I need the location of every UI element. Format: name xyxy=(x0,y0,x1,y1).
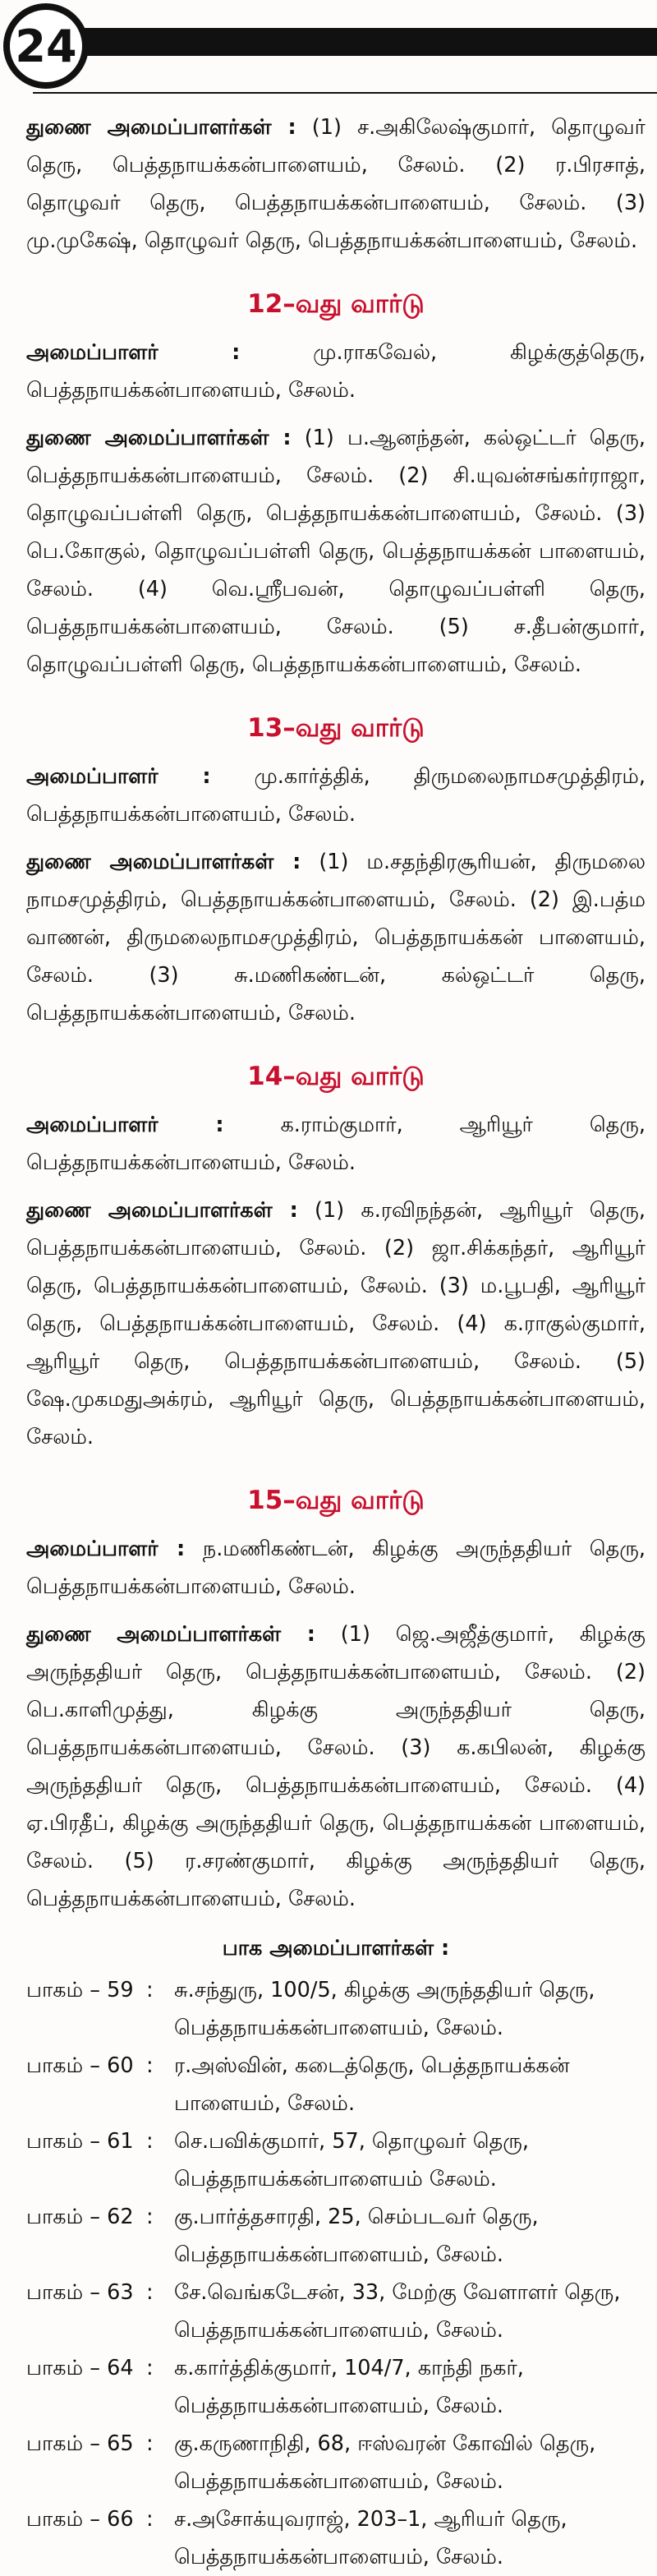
assistants-label: துணை அமைப்பாளர்கள் : xyxy=(26,426,292,450)
booth-organizer: ச.அசோக்யுவராஜ், 203–1, ஆரியர் தெரு, பெத்தநாயக்கன்பாளையம், சேலம். xyxy=(174,2507,567,2569)
page-number-badge: 24 xyxy=(3,3,89,89)
organizer-label: அமைப்பாளர் : xyxy=(26,1113,224,1137)
booth-separator: : xyxy=(146,2205,154,2229)
assistants-paragraph xyxy=(26,843,646,1032)
organizer-text: மு.ராகவேல், கிழக்குத்தெரு, பெத்தநாயக்கன்பாளையம், சேலம். xyxy=(26,340,646,403)
booth-row xyxy=(26,2122,646,2198)
booth-list xyxy=(26,1971,646,2576)
ward-section xyxy=(26,1484,646,1918)
assistants-text: (1) ப.ஆனந்தன், கல்ஒட்டர் தெரு, பெத்தநாயக்கன்பாளையம், சேலம். (2) சி.யுவன்சங்கர்ராஜா, தொழுவப்பள்ளி தெரு, பெத்தநாயக்கன்பாளையம், சேலம். (3) பெ.கோகுல், தொழுவப்பள்ளி தெரு, பெத்தநாயக்கன் பாளையம், சேலம். (4) வெ.ஸ்ரீபவன், தொழுவப்பள்ளி தெரு, பெத்தநாயக்கன்பாளையம், சேலம். (5) ச.தீபன்குமார், தொழுவப்பள்ளி தெரு, பெத்தநாயக்கன்பாளையம், சேலம். xyxy=(26,426,646,677)
booth-row xyxy=(26,2425,646,2500)
assistants-paragraph xyxy=(26,1615,646,1918)
booth-number: பாகம் – 59 xyxy=(26,1978,134,2002)
booth-row xyxy=(26,2274,646,2349)
booth-number: பாகம் – 61 xyxy=(26,2129,134,2154)
assistants-paragraph xyxy=(26,1191,646,1456)
organizer-label: அமைப்பாளர் : xyxy=(26,1537,186,1561)
assistants-text: (1) க.ரவிநந்தன், ஆரியூர் தெரு, பெத்தநாயக்கன்பாளையம், சேலம். (2) ஜா.சிக்கந்தர், ஆரியூர் தெரு, பெத்தநாயக்கன்பாளையம், சேலம். (3) ம.பூபதி, ஆரியூர் தெரு, பெத்தநாயக்கன்பாளையம், சேலம். (4) க.ராகுல்குமார், ஆரியூர் தெரு, பெத்தநாயக்கன்பாளையம், சேலம். (5) ஷே.முகமதுஅக்ரம், ஆரியூர் தெரு, பெத்தநாயக்கன்பாளையம், சேலம். xyxy=(26,1198,646,1449)
assistants-label: துணை அமைப்பாளர்கள் : xyxy=(26,850,301,874)
organizer-label: அமைப்பாளர் : xyxy=(26,764,211,789)
organizer-label: அமைப்பாளர் : xyxy=(26,340,241,365)
booth-number: பாகம் – 66 xyxy=(26,2507,134,2532)
booth-organizers-heading: பாக அமைப்பாளர்கள் : xyxy=(222,1936,450,1961)
booth-number: பாகம் – 62 xyxy=(26,2205,134,2229)
booth-number: பாகம் – 63 xyxy=(26,2280,134,2305)
header-bar xyxy=(33,28,657,56)
booth-organizer: சு.சந்துரு, 100/5, கிழக்கு அருந்ததியர் தெரு, பெத்தநாயக்கன்பாளையம், சேலம். xyxy=(174,1978,595,2040)
organizer-text: ந.மணிகண்டன், கிழக்கு அருந்ததியர் தெரு, பெத்தநாயக்கன்பாளையம், சேலம். xyxy=(26,1537,646,1599)
intro-paragraph xyxy=(26,108,646,260)
ward-heading: 15–வது வார்டு xyxy=(247,1486,425,1515)
booth-separator: : xyxy=(146,2280,154,2305)
organizer-text: மு.கார்த்திக், திருமலைநாமசமுத்திரம், பெத்தநாயக்கன்பாளையம், சேலம். xyxy=(26,764,646,827)
intro-text: (1) ச.அகிலேஷ்குமார், தொழுவர் தெரு, பெத்தநாயக்கன்பாளையம், சேலம். (2) ர.பிரசாத், தொழுவர் தெரு, பெத்தநாயக்கன்பாளையம், சேலம். (3) மு.முகேஷ், தொழுவர் தெரு, பெத்தநாயக்கன்பாளையம், சேலம். xyxy=(26,115,646,253)
organizer-paragraph xyxy=(26,1106,646,1182)
organizer-paragraph xyxy=(26,758,646,833)
booth-separator: : xyxy=(146,2356,154,2380)
booth-separator: : xyxy=(146,2507,154,2532)
booth-row xyxy=(26,2047,646,2122)
booth-organizer: செ.பவிக்குமார், 57, தொழுவர் தெரு, பெத்தநாயக்கன்பாளையம் சேலம். xyxy=(174,2129,529,2191)
page-header xyxy=(0,0,657,99)
booth-organizer: சே.வெங்கடேசன், 33, மேற்கு வேளாளர் தெரு, பெத்தநாயக்கன்பாளையம், சேலம். xyxy=(174,2280,621,2343)
booth-number: பாகம் – 65 xyxy=(26,2431,134,2456)
booth-row xyxy=(26,1971,646,2047)
ward-section xyxy=(26,1060,646,1456)
assistants-text: (1) ம.சதந்திரசூரியன், திருமலை நாமசமுத்திரம், பெத்தநாயக்கன்பாளையம், சேலம். (2) இ.பத்ம வாணன், திருமலைநாமசமுத்திரம், பெத்தநாயக்கன் பாளையம், சேலம். (3) சு.மணிகண்டன், கல்ஒட்டர் தெரு, பெத்தநாயக்கன்பாளையம், சேலம். xyxy=(26,850,646,1025)
organizer-paragraph xyxy=(26,1530,646,1606)
booth-number: பாகம் – 60 xyxy=(26,2053,134,2078)
booth-row xyxy=(26,2500,646,2576)
ward-heading: 12–வது வார்டு xyxy=(247,289,425,319)
intro-label: துணை அமைப்பாளர்கள் : xyxy=(26,115,296,140)
assistants-text: (1) ஜெ.அஜீத்குமார், கிழக்கு அருந்ததியர் தெரு, பெத்தநாயக்கன்பாளையம், சேலம். (2) பெ.காளிமுத்து, கிழக்கு அருந்ததியர் தெரு, பெத்தநாயக்கன்பாளையம், சேலம். (3) க.கபிலன், கிழக்கு அருந்ததியர் தெரு, பெத்தநாயக்கன்பாளையம், சேலம். (4) ஏ.பிரதீப், கிழக்கு அருந்ததியர் தெரு, பெத்தநாயக்கன் பாளையம், சேலம். (5) ர.சரண்குமார், கிழக்கு அருந்ததியர் தெரு, பெத்தநாயக்கன்பாளையம், சேலம். xyxy=(26,1622,646,1911)
booth-row xyxy=(26,2349,646,2425)
booth-organizer: ர.அஸ்வின், கடைத்தெரு, பெத்தநாயக்கன் பாளையம், சேலம். xyxy=(174,2053,570,2116)
assistants-paragraph xyxy=(26,419,646,684)
ward-heading: 13–வது வார்டு xyxy=(247,713,425,743)
assistants-label: துணை அமைப்பாளர்கள் : xyxy=(26,1198,298,1223)
booth-separator: : xyxy=(146,2129,154,2154)
ward-section xyxy=(26,712,646,1032)
assistants-label: துணை அமைப்பாளர்கள் : xyxy=(26,1622,315,1647)
booth-separator: : xyxy=(146,2431,154,2456)
booth-organizer: கு.கருணாநிதி, 68, ஈஸ்வரன் கோவில் தெரு, பெத்தநாயக்கன்பாளையம், சேலம். xyxy=(174,2431,596,2494)
ward-section xyxy=(26,288,646,684)
article-body xyxy=(0,99,657,2576)
booth-number: பாகம் – 64 xyxy=(26,2356,134,2380)
booth-row xyxy=(26,2198,646,2274)
booth-separator: : xyxy=(146,1978,154,2002)
organizer-paragraph xyxy=(26,334,646,409)
booth-organizer: க.கார்த்திக்குமார், 104/7, காந்தி நகர், பெத்தநாயக்கன்பாளையம், சேலம். xyxy=(174,2356,524,2418)
header-rule xyxy=(33,92,657,94)
booth-organizer: கு.பார்த்தசாரதி, 25, செம்படவர் தெரு, பெத்தநாயக்கன்பாளையம், சேலம். xyxy=(174,2205,539,2267)
organizer-text: க.ராம்குமார், ஆரியூர் தெரு, பெத்தநாயக்கன்பாளையம், சேலம். xyxy=(26,1113,646,1175)
booth-separator: : xyxy=(146,2053,154,2078)
ward-heading: 14–வது வார்டு xyxy=(247,1062,425,1091)
